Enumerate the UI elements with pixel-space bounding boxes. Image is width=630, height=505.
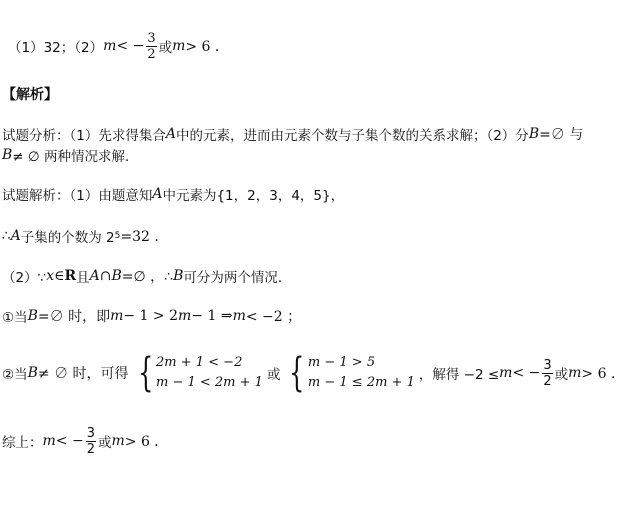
- or-text: 或: [266, 367, 281, 383]
- solution-line-1: [2, 184, 344, 204]
- fraction-denominator: 2: [147, 46, 156, 62]
- therefore-symbol: ∴: [2, 228, 11, 244]
- case-label: ②当: [2, 367, 28, 383]
- solution-text: > 6 ．: [124, 434, 169, 450]
- solution-text: ≠ ∅ 时，可得: [37, 366, 129, 382]
- summary-line: [2, 422, 168, 460]
- answer-lt: < −: [116, 38, 145, 54]
- analysis-text: ≠ ∅ 两种情况求解．: [12, 149, 139, 165]
- solution-text: =∅ 时，即: [37, 309, 111, 325]
- solution-text: − 1 > 2: [123, 308, 179, 324]
- solution-text: < −: [55, 433, 84, 449]
- solution-text: =∅ ，∴: [121, 269, 174, 285]
- answer-gt: > 6 ．: [185, 39, 229, 55]
- solution-text: > 6 ．: [581, 366, 625, 382]
- analysis-line-2: [2, 145, 138, 165]
- fraction-numerator: 3: [543, 357, 552, 373]
- var-A: A: [165, 126, 176, 142]
- element-of-symbol: ∈: [54, 268, 65, 284]
- system-row: m − 1 > 5: [307, 355, 376, 370]
- real-numbers-symbol: R: [64, 268, 77, 284]
- var-B: B: [27, 365, 38, 381]
- inequality-system-2: [284, 350, 415, 396]
- system-row: m − 1 ≤ 2m + 1: [307, 375, 415, 390]
- system-row: 2m + 1 < −2: [156, 355, 243, 370]
- var-B: B: [111, 268, 122, 284]
- fraction-denominator: 2: [543, 373, 552, 389]
- answer-part1: （1）32；（2）: [8, 40, 104, 56]
- var-m: m: [178, 308, 192, 324]
- solution-text: 子集的个数为 2: [20, 230, 115, 246]
- fraction-denominator: 2: [86, 441, 95, 457]
- case-1-line: [2, 306, 301, 326]
- var-m: m: [499, 365, 513, 381]
- or-text: 或: [554, 367, 569, 383]
- fraction-three-halves: [86, 426, 96, 457]
- solution-text: 中元素为{1，2，3，4，5}，: [162, 188, 345, 204]
- var-m: m: [103, 38, 117, 54]
- solution-text: < −: [512, 365, 541, 381]
- analysis-text: =∅ 与: [539, 127, 584, 143]
- fraction-numerator: 3: [86, 425, 95, 441]
- solution-text: 可分为两个情况．: [183, 270, 292, 286]
- case-2-line: [2, 350, 625, 396]
- exponent: 5: [114, 231, 121, 241]
- var-A: A: [152, 186, 163, 202]
- var-A: A: [89, 268, 100, 284]
- analysis-line-1: [2, 124, 583, 144]
- var-m: m: [172, 38, 186, 54]
- analysis-text: 试题分析：（1）先求得集合: [2, 128, 166, 144]
- intersection-symbol: ∩: [99, 268, 112, 284]
- case-label: ①当: [2, 310, 28, 326]
- solution-line-2: [2, 226, 168, 246]
- left-brace-icon: {: [289, 350, 305, 396]
- var-m: m: [568, 365, 582, 381]
- implies-symbol: − 1 ⇒: [191, 308, 233, 324]
- var-m: m: [111, 433, 125, 449]
- fraction-numerator: 3: [147, 30, 156, 46]
- fraction-three-halves: [146, 31, 156, 62]
- summary-label: 综上：: [2, 435, 43, 451]
- var-B: B: [27, 308, 38, 324]
- var-B: B: [173, 268, 184, 284]
- solution-text: < −2 ；: [245, 309, 302, 325]
- solution-text: （2）∵: [2, 270, 47, 286]
- solution-text: =32 ．: [120, 229, 169, 245]
- or-text: 或: [97, 435, 112, 451]
- var-m: m: [110, 308, 124, 324]
- var-B: B: [528, 126, 540, 142]
- var-x: x: [46, 268, 55, 284]
- answer-or: 或: [158, 40, 173, 56]
- var-m: m: [42, 433, 56, 449]
- fraction-three-halves: [542, 358, 552, 389]
- inequality-system-1: [133, 350, 263, 396]
- section-heading: 【解析】: [2, 87, 58, 103]
- answer-line: [8, 28, 229, 64]
- var-B: B: [2, 147, 13, 163]
- left-brace-icon: {: [137, 350, 153, 396]
- solution-text: ，解得 −2 ≤: [418, 367, 500, 383]
- system-row: m − 1 < 2m + 1: [156, 375, 263, 390]
- var-A: A: [10, 228, 21, 244]
- analysis-text: 中的元素，进而由元素个数与子集个数的关系求解；（2）分: [175, 128, 529, 144]
- solution-line-3: [2, 266, 291, 286]
- solution-text: 试题解析：（1）由题意知: [2, 188, 153, 204]
- solution-text: 且: [76, 270, 90, 286]
- var-m: m: [232, 308, 246, 324]
